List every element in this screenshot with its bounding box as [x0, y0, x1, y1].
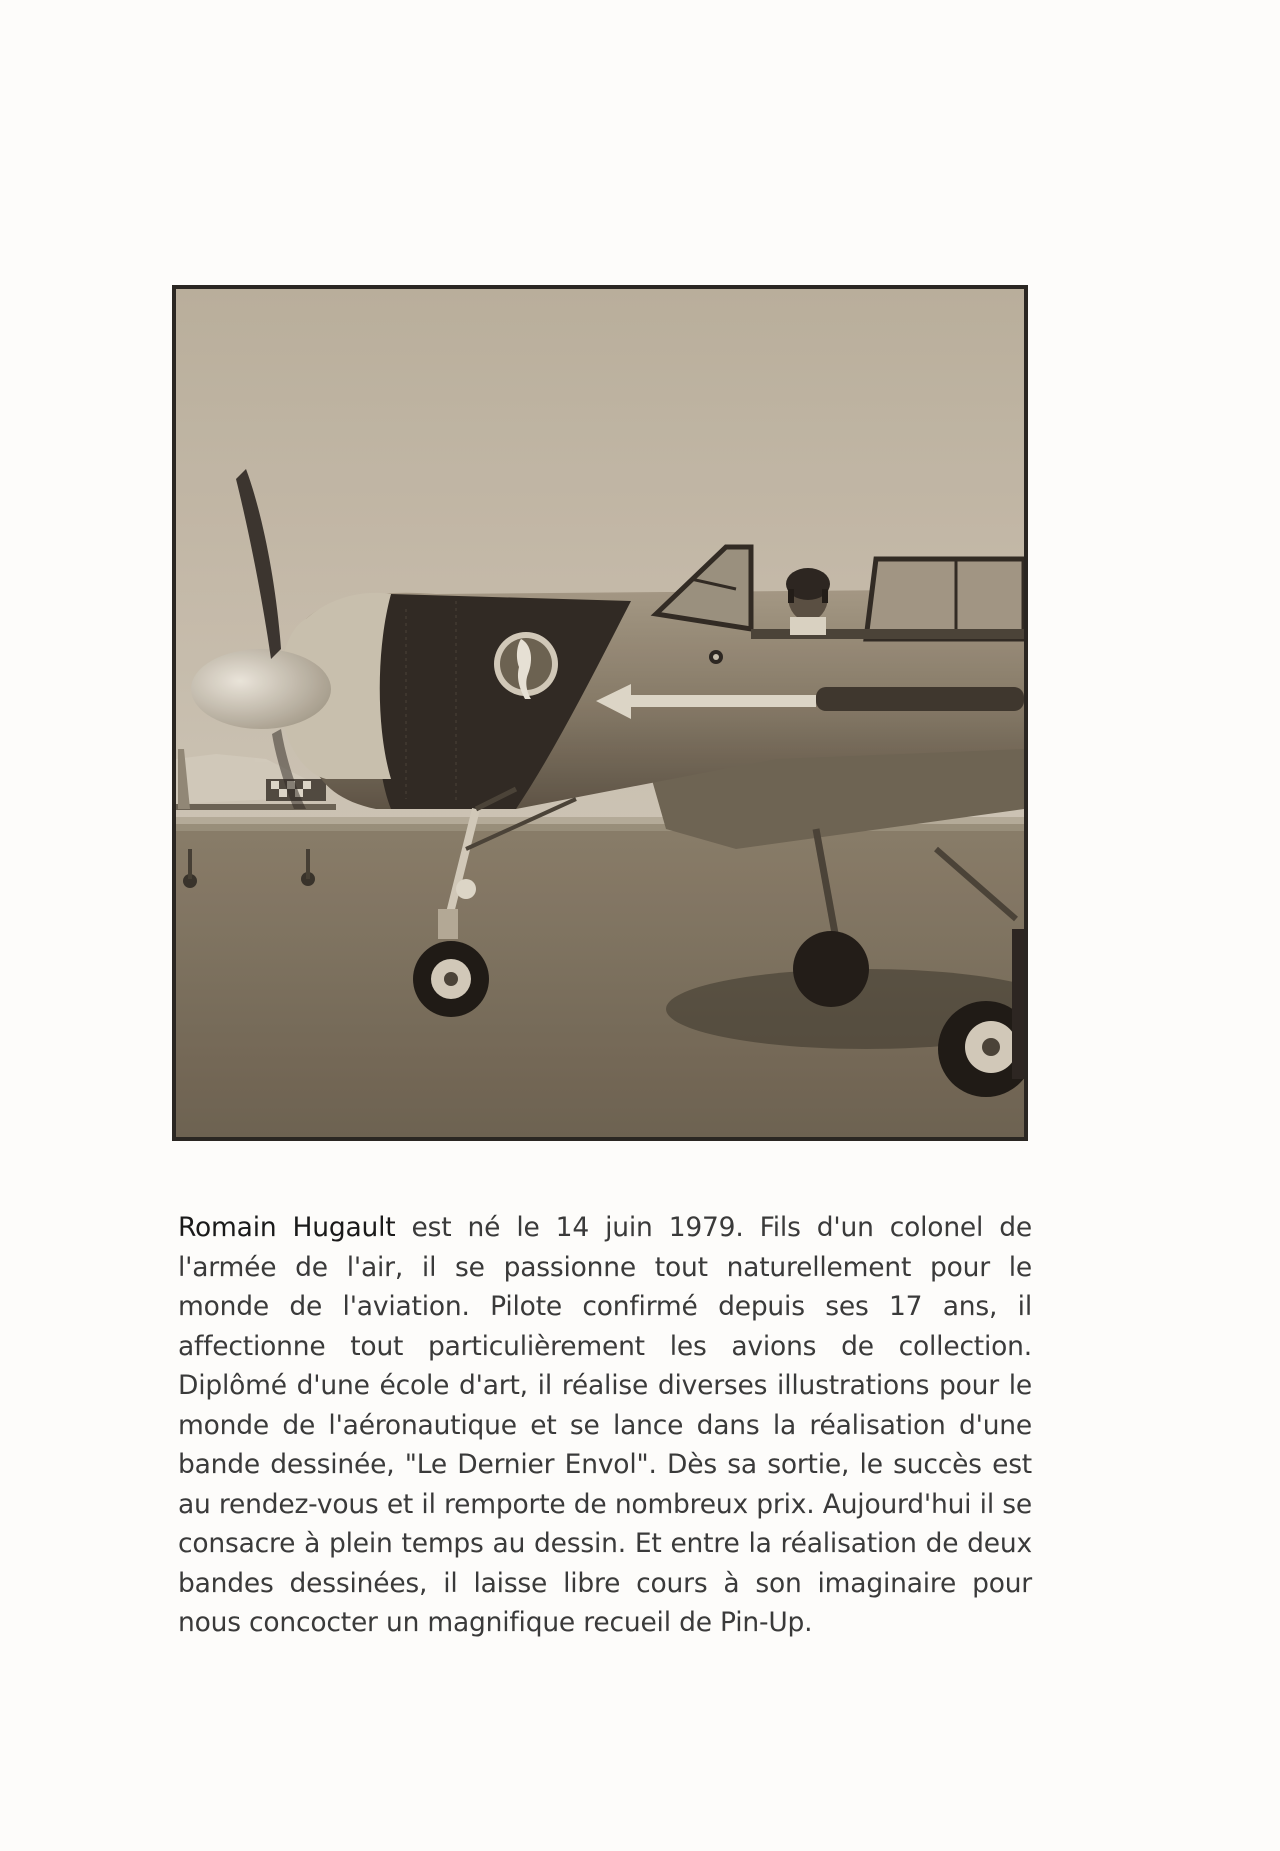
aircraft-photo — [172, 285, 1028, 1141]
author-biography — [178, 1208, 1032, 1643]
biography-text: est né le 14 juin 1979. Fils d'un colonel de l'armée de l'air, il se passionne tout naturellement pour le monde de l'aviation. Pilote confirmé depuis ses 17 ans, il affectionne tout particulièrement les avions de collection. Diplômé d'une école d'art, il réalise diverses illustrations pour le monde de l'aéronautique et se lance dans la réalisation d'une bande dessinée, "Le Dernier Envol". Dès sa sortie, le succès est au rendez-vous et il remporte de nombreux prix. Aujourd'hui il se consacre à plein temps au dessin. Et entre la réalisation de deux bandes dessinées, il laisse libre cours à son imaginaire pour nous concocter un magnifique recueil de Pin-Up. — [178, 1212, 1032, 1638]
aircraft-photo-illustration — [176, 289, 1024, 1137]
author-name: Romain Hugault — [178, 1212, 396, 1243]
